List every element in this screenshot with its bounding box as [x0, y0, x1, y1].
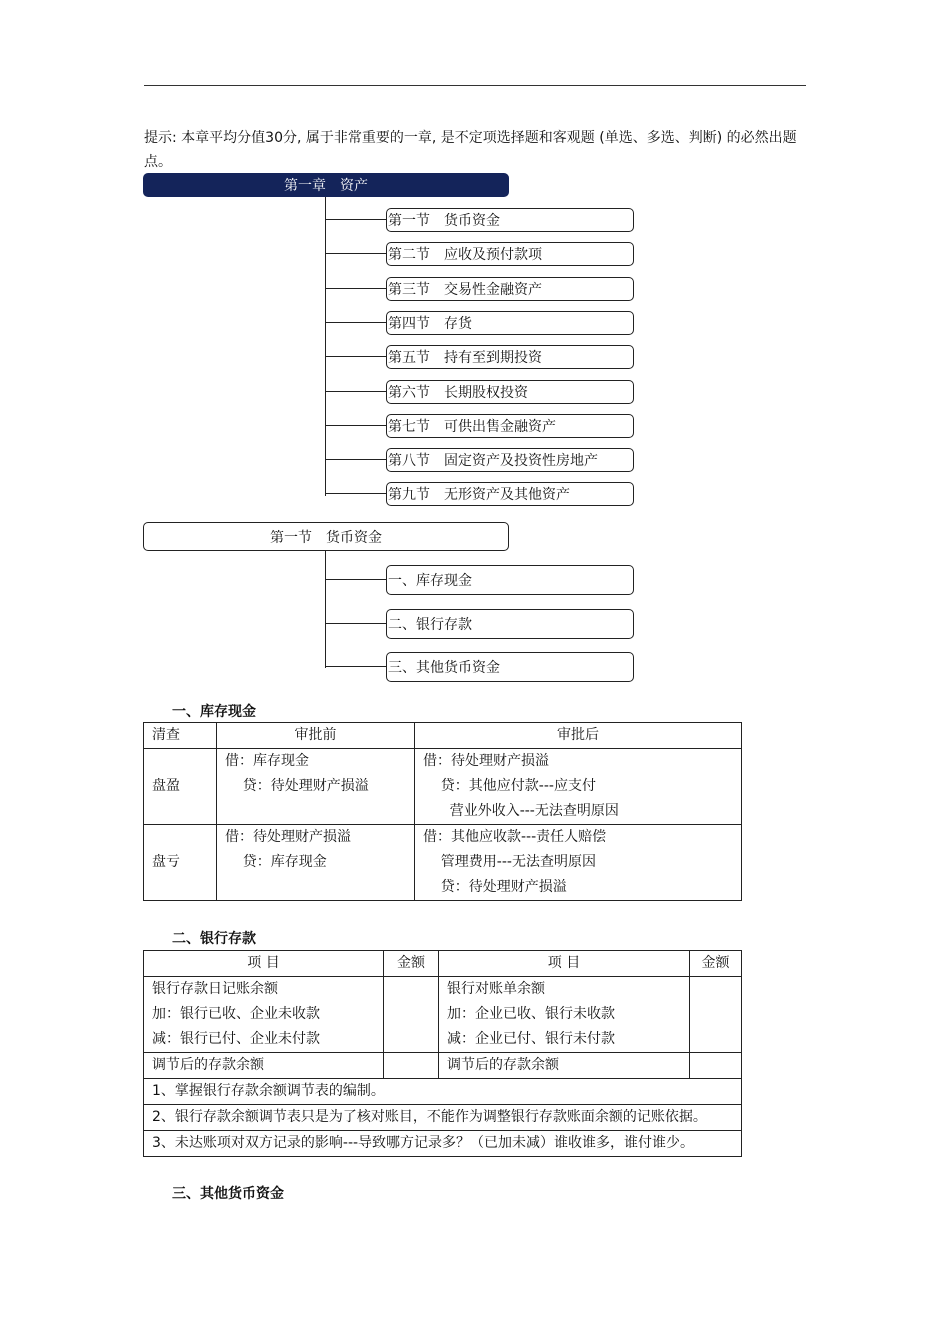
bank-line: 加：银行已收、企业未收款: [152, 1006, 320, 1022]
chapter-branch-line: [325, 425, 386, 426]
cash-row-shortage-after: [415, 825, 742, 901]
bank-heading: 二、银行存款: [172, 931, 256, 947]
section-branch-line: [325, 666, 386, 667]
section-tree-trunk: [325, 551, 326, 668]
section-root-box: [143, 522, 509, 551]
cash-row-shortage-label: 盘亏: [144, 825, 217, 901]
bank-note-1: 1、掌握银行存款余额调节表的编制。: [144, 1079, 742, 1105]
bank-line: 减：银行已付、企业未付款: [152, 1031, 320, 1047]
bank-line: 银行存款日记账余额: [152, 981, 278, 997]
chapter-section-box: [386, 277, 634, 301]
entry-line: 借：库存现金: [225, 753, 309, 769]
chapter-section-box: [386, 311, 634, 335]
bank-note-3: 3、未达账项对双方记录的影响---导致哪方记录多？（已加未减）谁收谁多，谁付谁少。: [144, 1131, 742, 1157]
cash-heading: 一、库存现金: [172, 704, 256, 720]
section-item-label: 二、银行存款: [388, 616, 472, 633]
chapter-branch-line: [325, 459, 386, 460]
bank-line: 减：企业已付、银行未付款: [447, 1031, 615, 1047]
section-item-box: [386, 609, 634, 639]
cash-table: [143, 722, 742, 901]
bank-left-amount: [384, 977, 439, 1053]
section-branch-line: [325, 579, 386, 580]
chapter-branch-line: [325, 253, 386, 254]
chapter-tip: 提示: 本章平均分值30分, 属于非常重要的一章, 是不定项选择题和客观题 (单选、多选、判断) 的必然出题点。: [144, 130, 797, 170]
bank-left-lines: [144, 977, 384, 1053]
cash-row-surplus-after: [415, 749, 742, 825]
chapter-section-box: [386, 242, 634, 266]
section-item-label: 三、其他货币资金: [388, 660, 500, 676]
chapter-section-label: 第七节 可供出售金融资产: [388, 418, 556, 435]
bank-adjusted-left: 调节后的存款余额: [144, 1053, 384, 1079]
bank-right-lines: [439, 977, 690, 1053]
entry-line: 贷：待处理财产损溢: [225, 778, 369, 794]
section-branch-line: [325, 623, 386, 624]
bank-line: 银行对账单余额: [447, 981, 545, 997]
bank-line: 加：企业已收、银行未收款: [447, 1006, 615, 1022]
chapter-branch-line: [325, 493, 386, 494]
chapter-section-label: 第四节 存货: [388, 315, 472, 332]
bank-right-amount: [690, 977, 742, 1053]
chapter-section-label: 第一节 货币资金: [388, 213, 500, 229]
other-heading: 三、其他货币资金: [172, 1186, 284, 1202]
entry-line: 营业外收入---无法查明原因: [423, 803, 619, 819]
bank-adjusted-right-amount: [690, 1053, 742, 1079]
cash-row-surplus-label: 盘盈: [144, 749, 217, 825]
chapter-section-box: [386, 208, 634, 232]
chapter-section-box: [386, 345, 634, 369]
cash-header-before: 审批前: [217, 723, 415, 749]
entry-line: 借：待处理财产损溢: [225, 829, 351, 845]
chapter-section-box: [386, 448, 634, 472]
chapter-section-label: 第三节 交易性金融资产: [388, 281, 542, 298]
cash-header-check: 清查: [144, 723, 217, 749]
chapter-branch-line: [325, 356, 386, 357]
section-item-box: [386, 652, 634, 682]
chapter-tree-trunk: [325, 197, 326, 496]
section-item-label: 一、库存现金: [388, 573, 472, 589]
bank-header-item-left: 项 目: [144, 951, 384, 977]
entry-line: 贷：待处理财产损溢: [423, 879, 567, 895]
section-item-box: [386, 565, 634, 595]
chapter-branch-line: [325, 391, 386, 392]
chapter-branch-line: [325, 288, 386, 289]
section-root-label: 第一节 货币资金: [270, 529, 382, 546]
chapter-section-label: 第五节 持有至到期投资: [388, 350, 542, 367]
entry-line: 贷：其他应付款---应支付: [423, 778, 596, 794]
bank-reconciliation-table: [143, 950, 742, 1157]
chapter-section-box: [386, 380, 634, 404]
chapter-section-label: 第六节 长期股权投资: [388, 384, 528, 401]
cash-row-surplus-before: [217, 749, 415, 825]
bank-adjusted-left-amount: [384, 1053, 439, 1079]
chapter-section-label: 第二节 应收及预付款项: [388, 247, 542, 264]
chapter-branch-line: [325, 219, 386, 220]
cash-row-shortage-before: [217, 825, 415, 901]
bank-header-item-right: 项 目: [439, 951, 690, 977]
chapter-section-label: 第八节 固定资产及投资性房地产: [388, 453, 598, 470]
top-rule: [144, 85, 806, 86]
bank-header-amount-right: 金额: [690, 951, 742, 977]
entry-line: 借：其他应收款---责任人赔偿: [423, 829, 607, 845]
chapter-section-box: [386, 482, 634, 506]
chapter-branch-line: [325, 322, 386, 323]
entry-line: 管理费用---无法查明原因: [423, 854, 596, 870]
cash-header-after: 审批后: [415, 723, 742, 749]
entry-line: 贷：库存现金: [225, 854, 327, 870]
chapter-section-box: [386, 414, 634, 438]
bank-header-amount-left: 金额: [384, 951, 439, 977]
entry-line: 借：待处理财产损溢: [423, 753, 549, 769]
chapter-section-label: 第九节 无形资产及其他资产: [388, 487, 570, 504]
bank-adjusted-right: 调节后的存款余额: [439, 1053, 690, 1079]
bank-note-2: 2、银行存款余额调节表只是为了核对账目，不能作为调整银行存款账面余额的记账依据。: [144, 1105, 742, 1131]
chapter-root-box: [143, 173, 509, 197]
chapter-root-label: 第一章 资产: [284, 178, 368, 194]
